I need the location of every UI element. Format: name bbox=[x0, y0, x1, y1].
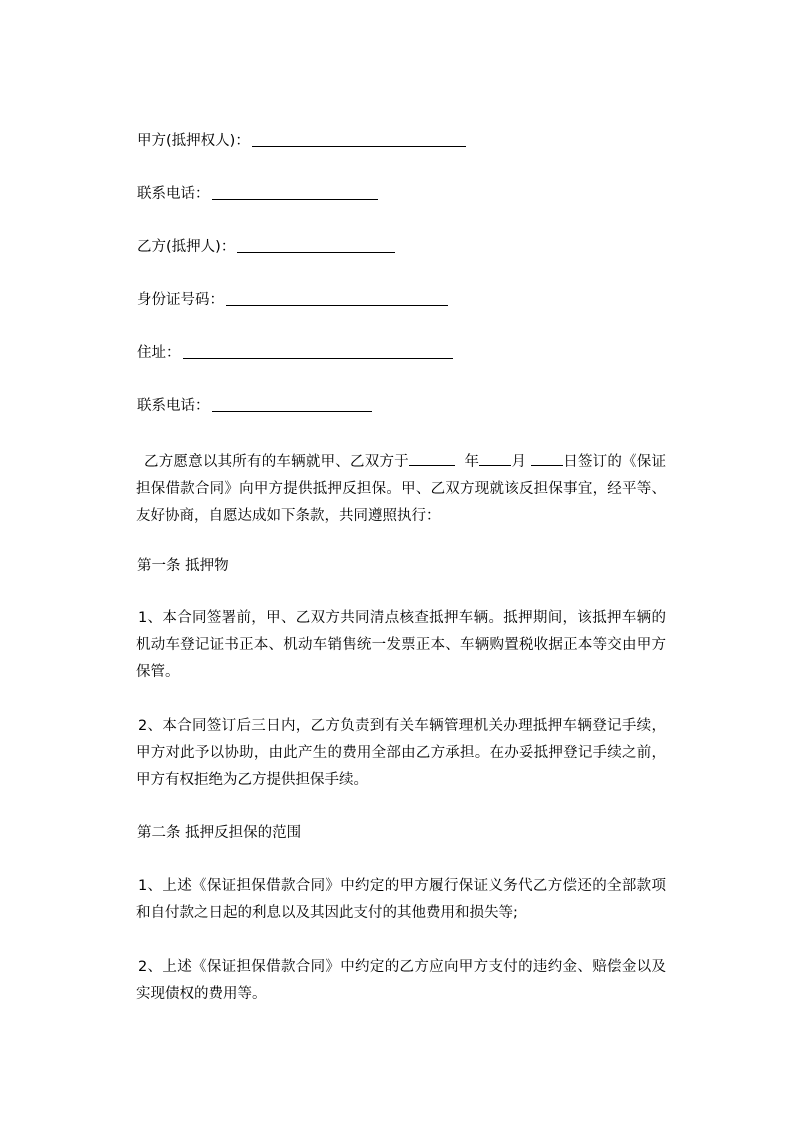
id-number-field bbox=[137, 289, 448, 311]
article-1-item-2: 2、本合同签订后三日内，乙方负责到有关车辆管理机关办理抵押车辆登记手续，甲方对此予以协助，由此产生的费用全部由乙方承担。在办妥抵押登记手续之前，甲方有权拒绝为乙方提供担保手续。 bbox=[136, 718, 666, 788]
article-2-title: 第二条 抵押反担保的范围 bbox=[137, 825, 302, 841]
address-field bbox=[137, 342, 453, 364]
party-b-field bbox=[137, 236, 395, 258]
month-label: 月 bbox=[511, 454, 527, 470]
party-a-field bbox=[137, 130, 466, 152]
intro-text-end: 日签订的《保证担保借款合同》向甲方提供抵押反担保。甲、乙双方现就该反担保事宜，经平等、友好协商，自愿达成如下条款，共同遵照执行： bbox=[136, 454, 667, 524]
article-2-item-2: 2、上述《保证担保借款合同》中约定的乙方应向甲方支付的违约金、赔偿金以及实现债权的费用等。 bbox=[136, 959, 666, 1002]
party-b-label: 乙方(抵押人)： bbox=[137, 239, 236, 255]
party-b-phone-label: 联系电话： bbox=[137, 398, 210, 414]
article-1-item-1: 1、本合同签署前，甲、乙双方共同清点核查抵押车辆。抵押期间，该抵押车辆的机动车登记证书正本、机动车销售统一发票正本、车辆购置税收据正本等交由甲方保管。 bbox=[136, 610, 666, 680]
address-blank[interactable] bbox=[183, 342, 453, 359]
intro-text-start: 乙方愿意以其所有的车辆就甲、乙双方于 bbox=[144, 454, 409, 470]
id-number-blank[interactable] bbox=[226, 289, 448, 306]
party-a-blank[interactable] bbox=[252, 130, 466, 147]
party-b-blank[interactable] bbox=[237, 236, 395, 253]
address-label: 住址： bbox=[137, 345, 181, 361]
contract-month-blank[interactable] bbox=[479, 450, 511, 466]
party-a-phone-blank[interactable] bbox=[212, 183, 378, 200]
article-2-item-1: 1、上述《保证担保借款合同》中约定的甲方履行保证义务代乙方偿还的全部款项和自付款之日起的利息以及其因此支付的其他费用和损失等; bbox=[136, 878, 666, 921]
party-a-phone-field bbox=[137, 183, 378, 205]
intro-paragraph bbox=[136, 449, 666, 530]
id-number-label: 身份证号码： bbox=[137, 292, 224, 308]
contract-day-blank[interactable] bbox=[531, 450, 563, 466]
article-1-title: 第一条 抵押物 bbox=[137, 558, 229, 574]
party-a-label: 甲方(抵押权人)： bbox=[137, 133, 250, 149]
party-a-phone-label: 联系电话： bbox=[137, 186, 210, 202]
party-b-phone-blank[interactable] bbox=[212, 395, 372, 412]
party-b-phone-field bbox=[137, 395, 372, 417]
year-label: 年 bbox=[464, 454, 480, 470]
contract-year-blank[interactable] bbox=[409, 450, 455, 466]
